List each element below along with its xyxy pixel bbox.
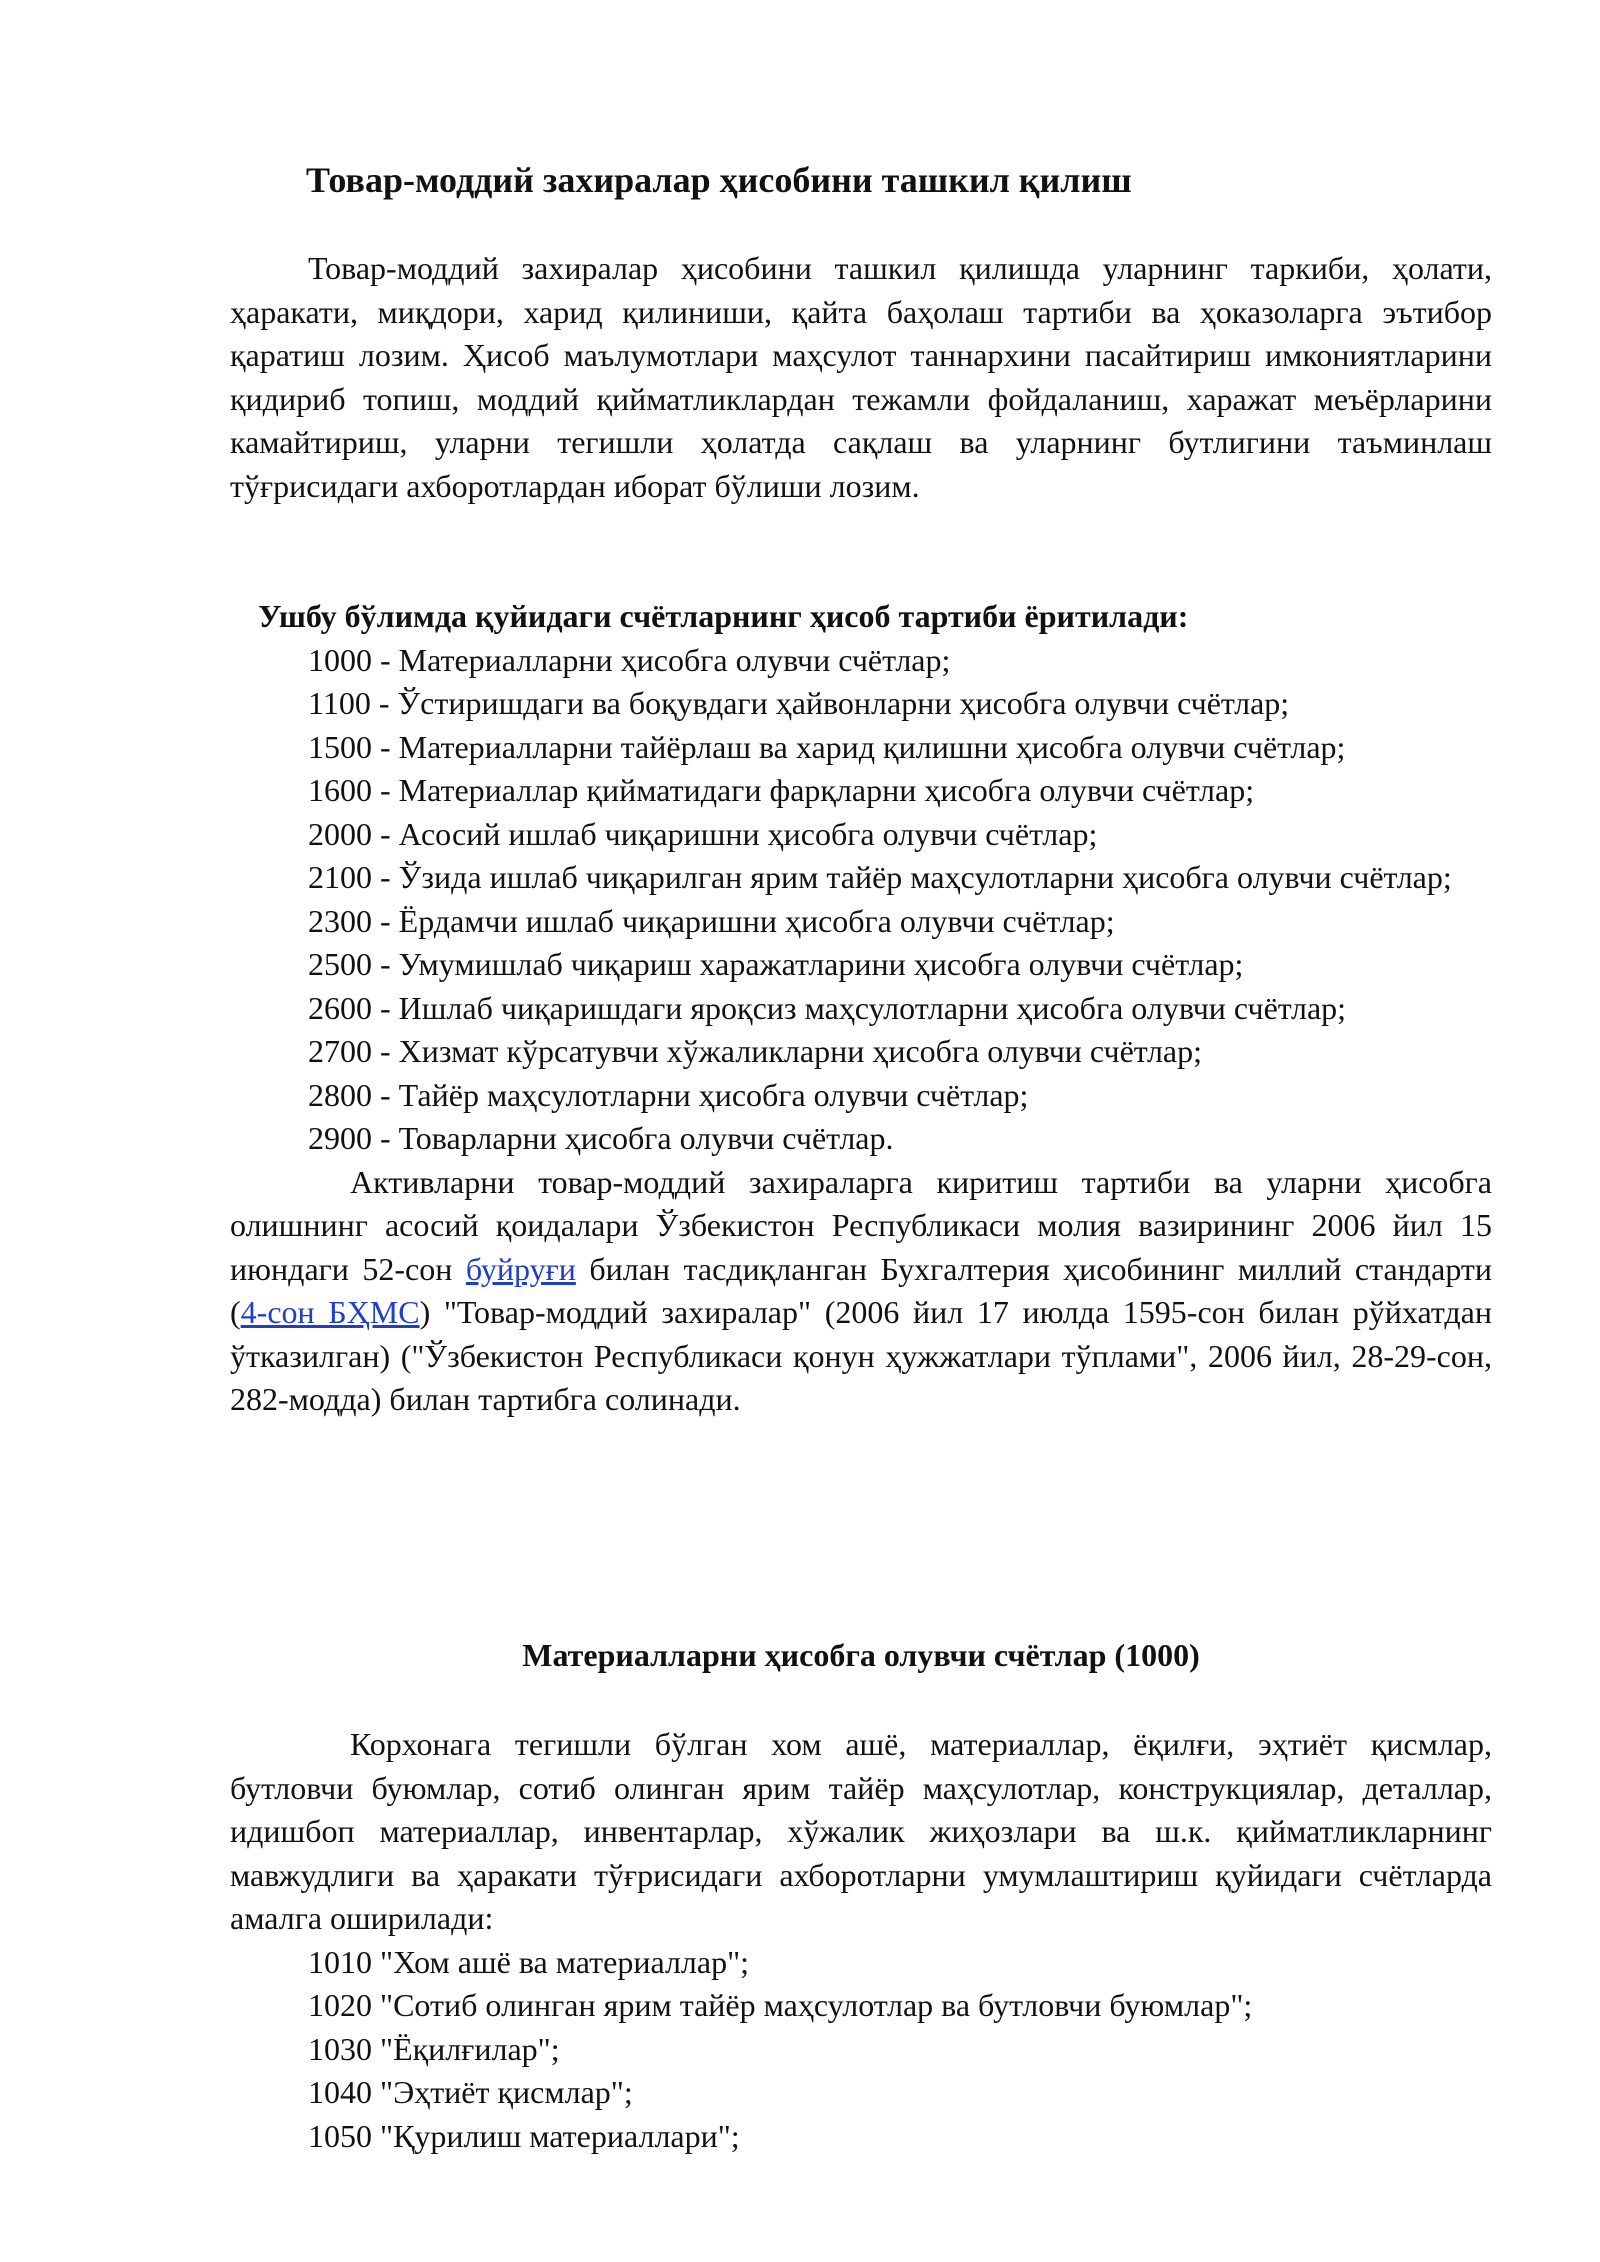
rules-text-3: ) "Товар-моддий захиралар" (2006 йил 17 июлда 1595-сон билан рўйхатдан ўтказилган) ("Ўзбекистон Республикаси қонун ҳужжатлари тўплами", 2006 йил, 28-29-сон, 282-модда) билан тартибга солинади. — [230, 1294, 1493, 1417]
list-item: 2700 - Хизмат кўрсатувчи хўжаликларни ҳисобга олувчи счётлар; — [308, 1033, 1203, 1069]
subaccounts-list — [230, 1941, 1492, 2159]
list-item: 2100 - Ўзида ишлаб чиқарилган ярим тайёр маҳсулотларни ҳисобга олувчи счётлар; — [308, 859, 1452, 895]
list-item: 1040 "Эҳтиёт қисмлар"; — [308, 2074, 633, 2110]
list-item: 2900 - Товарларни ҳисобга олувчи счётлар. — [308, 1120, 894, 1156]
intro-paragraph: Товар-моддий захиралар ҳисобини ташкил қилишда уларнинг таркиби, ҳолати, ҳаракати, миқдори, харид қилиниши, қайта баҳолаш тартиби ва ҳоказоларга эътибор қаратиш лозим. Ҳисоб маълумотлари маҳсулот таннархини пасайтириш имкониятларини қидириб топиш, моддий қийматликлардан тежамли фойдаланиш, харажат меъёрларини камайтириш, уларни тегишли ҳолатда сақлаш ва уларнинг бутлигини таъминлаш тўғрисидаги ахборотлардан иборат бўлиши лозим. — [230, 250, 1492, 504]
list-item: 1600 - Материаллар қийматидаги фарқларни ҳисобга олувчи счётлар; — [308, 772, 1255, 808]
order-link[interactable]: буйруғи — [465, 1250, 576, 1287]
list-item: 2800 - Тайёр маҳсулотларни ҳисобга олувчи счётлар; — [308, 1076, 1029, 1113]
list-item: 2600 - Ишлаб чиқаришдаги яроқсиз маҳсулотларни ҳисобга олувчи счётлар; — [308, 989, 1347, 1026]
document-title: Товар-моддий захиралар ҳисобини ташкил қилиш — [306, 160, 1132, 200]
list-item: 2500 - Умумишлаб чиқариш харажатларини ҳисобга олувчи счётлар; — [308, 946, 1244, 982]
list-item: 1050 "Қурилиш материаллари"; — [308, 2117, 740, 2154]
list-item: 1020 "Сотиб олинган ярим тайёр маҳсулотлар ва бутловчи буюмлар"; — [308, 1987, 1253, 2023]
accounts-section — [230, 595, 1492, 1422]
rules-text-2: билан тасдиқланган Бухгалтерия ҳисобининг миллий стандарти ( — [230, 1250, 1493, 1330]
list-item: 1500 - Материалларни тайёрлаш ва харид қилишни ҳисобга олувчи счётлар; — [308, 728, 1346, 765]
materials-heading: Материалларни ҳисобга олувчи счётлар (1000) — [522, 1637, 1200, 1673]
rules-paragraph — [230, 1161, 1492, 1422]
list-item: 1010 "Хом ашё ва материаллар"; — [308, 1943, 750, 1980]
section-heading: Ушбу бўлимда қуйидаги счётларнинг ҳисоб тартиби ёритилади: — [258, 598, 1189, 634]
materials-intro: Корхонага тегишли бўлган хом ашё, материаллар, ёқилғи, эҳтиёт қисмлар, бутловчи буюмлар, сотиб олинган ярим тайёр маҳсулотлар, конструкциялар, деталлар, идишбоп материаллар, инвентарлар, хўжалик жиҳозлари ва ш.к. қийматликларнинг мавжудлиги ва ҳаракати тўғрисидаги ахборотларни умумлаштириш қуйидаги счётларда амалга оширилади: — [230, 1726, 1492, 1936]
materials-section — [230, 1723, 1492, 2158]
list-item: 2300 - Ёрдамчи ишлаб чиқаришни ҳисобга олувчи счётлар; — [308, 902, 1115, 939]
list-item: 2000 - Асосий ишлаб чиқаришни ҳисобга олувчи счётлар; — [308, 815, 1098, 852]
list-item: 1000 - Материалларни ҳисобга олувчи счётлар; — [308, 641, 951, 678]
list-item: 1030 "Ёқилғилар"; — [308, 2030, 560, 2067]
accounts-list — [230, 639, 1492, 1161]
list-item: 1100 - Ўстиришдаги ва боқувдаги ҳайвонларни ҳисобга олувчи счётлар; — [308, 685, 1290, 721]
rules-text-1: Активларни товар-моддий захираларга киритиш тартиби ва уларни ҳисобга олишнинг асосий қоидалари Ўзбекистон Республикаси молия вазирининг 2006 йил 15 июндаги 52-сон — [230, 1163, 1492, 1287]
standard-link[interactable]: 4-сон БҲМС — [240, 1294, 420, 1330]
